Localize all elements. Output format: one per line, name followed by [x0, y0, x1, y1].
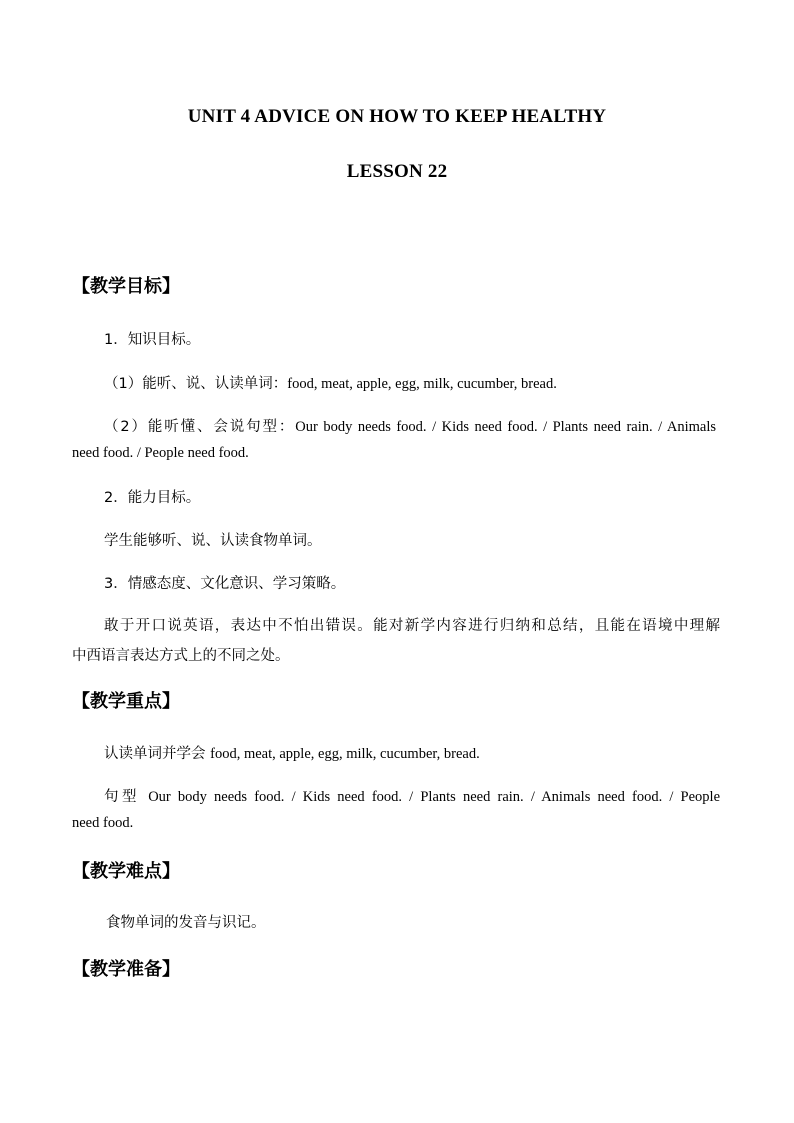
objective-knowledge: 1．知识目标。: [104, 332, 201, 348]
key-points-words-list: food, meat, apple, egg, milk, cucumber, bread.: [210, 746, 480, 762]
key-points-sentences-line2: need food.: [72, 815, 134, 831]
objective-attitude: 3．情感态度、文化意识、学习策略。: [104, 576, 346, 592]
heading-objectives: 【教学目标】: [72, 276, 180, 297]
difficulties-text: 食物单词的发音与识记。: [106, 915, 266, 931]
key-points-sentences-line1: [104, 785, 720, 806]
unit-title: UNIT 4 ADVICE ON HOW TO KEEP HEALTHY: [187, 106, 607, 127]
lesson-title: LESSON 22: [346, 161, 448, 182]
objective-words: [104, 372, 557, 393]
objective-sentences-line1: [104, 415, 716, 436]
objective-words-list: food, meat, apple, egg, milk, cucumber, bread.: [287, 376, 557, 392]
key-points-sentences-text: Our body needs food. / Kids need food. / Plants need rain. / Animals need food. / People: [148, 789, 721, 805]
heading-preparation: 【教学准备】: [72, 959, 180, 980]
key-points-words: [104, 742, 480, 763]
objective-sentences-line2: need food. / People need food.: [72, 445, 249, 461]
objective-ability-text: 学生能够听、说、认读食物单词。: [104, 533, 322, 549]
key-points-words-prefix: 认读单词并学会: [104, 746, 211, 762]
heading-key-points: 【教学重点】: [72, 691, 180, 712]
objective-attitude-line1: 敢于开口说英语，表达中不怕出错误。能对新学内容进行归纳和总结，且能在语境中理解: [104, 618, 720, 634]
objective-attitude-line2: 中西语言表达方式上的不同之处。: [72, 648, 290, 664]
objective-sentences-prefix: （2）能听懂、会说句型：: [104, 419, 296, 435]
objective-ability: 2．能力目标。: [104, 490, 201, 506]
heading-difficulties: 【教学难点】: [72, 861, 180, 882]
objective-sentences-text: Our body needs food. / Kids need food. / Plants need rain. / Animals: [295, 419, 716, 435]
key-points-sentences-prefix: 句型: [104, 789, 149, 805]
objective-words-prefix: （1）能听、说、认读单词：: [104, 376, 288, 392]
